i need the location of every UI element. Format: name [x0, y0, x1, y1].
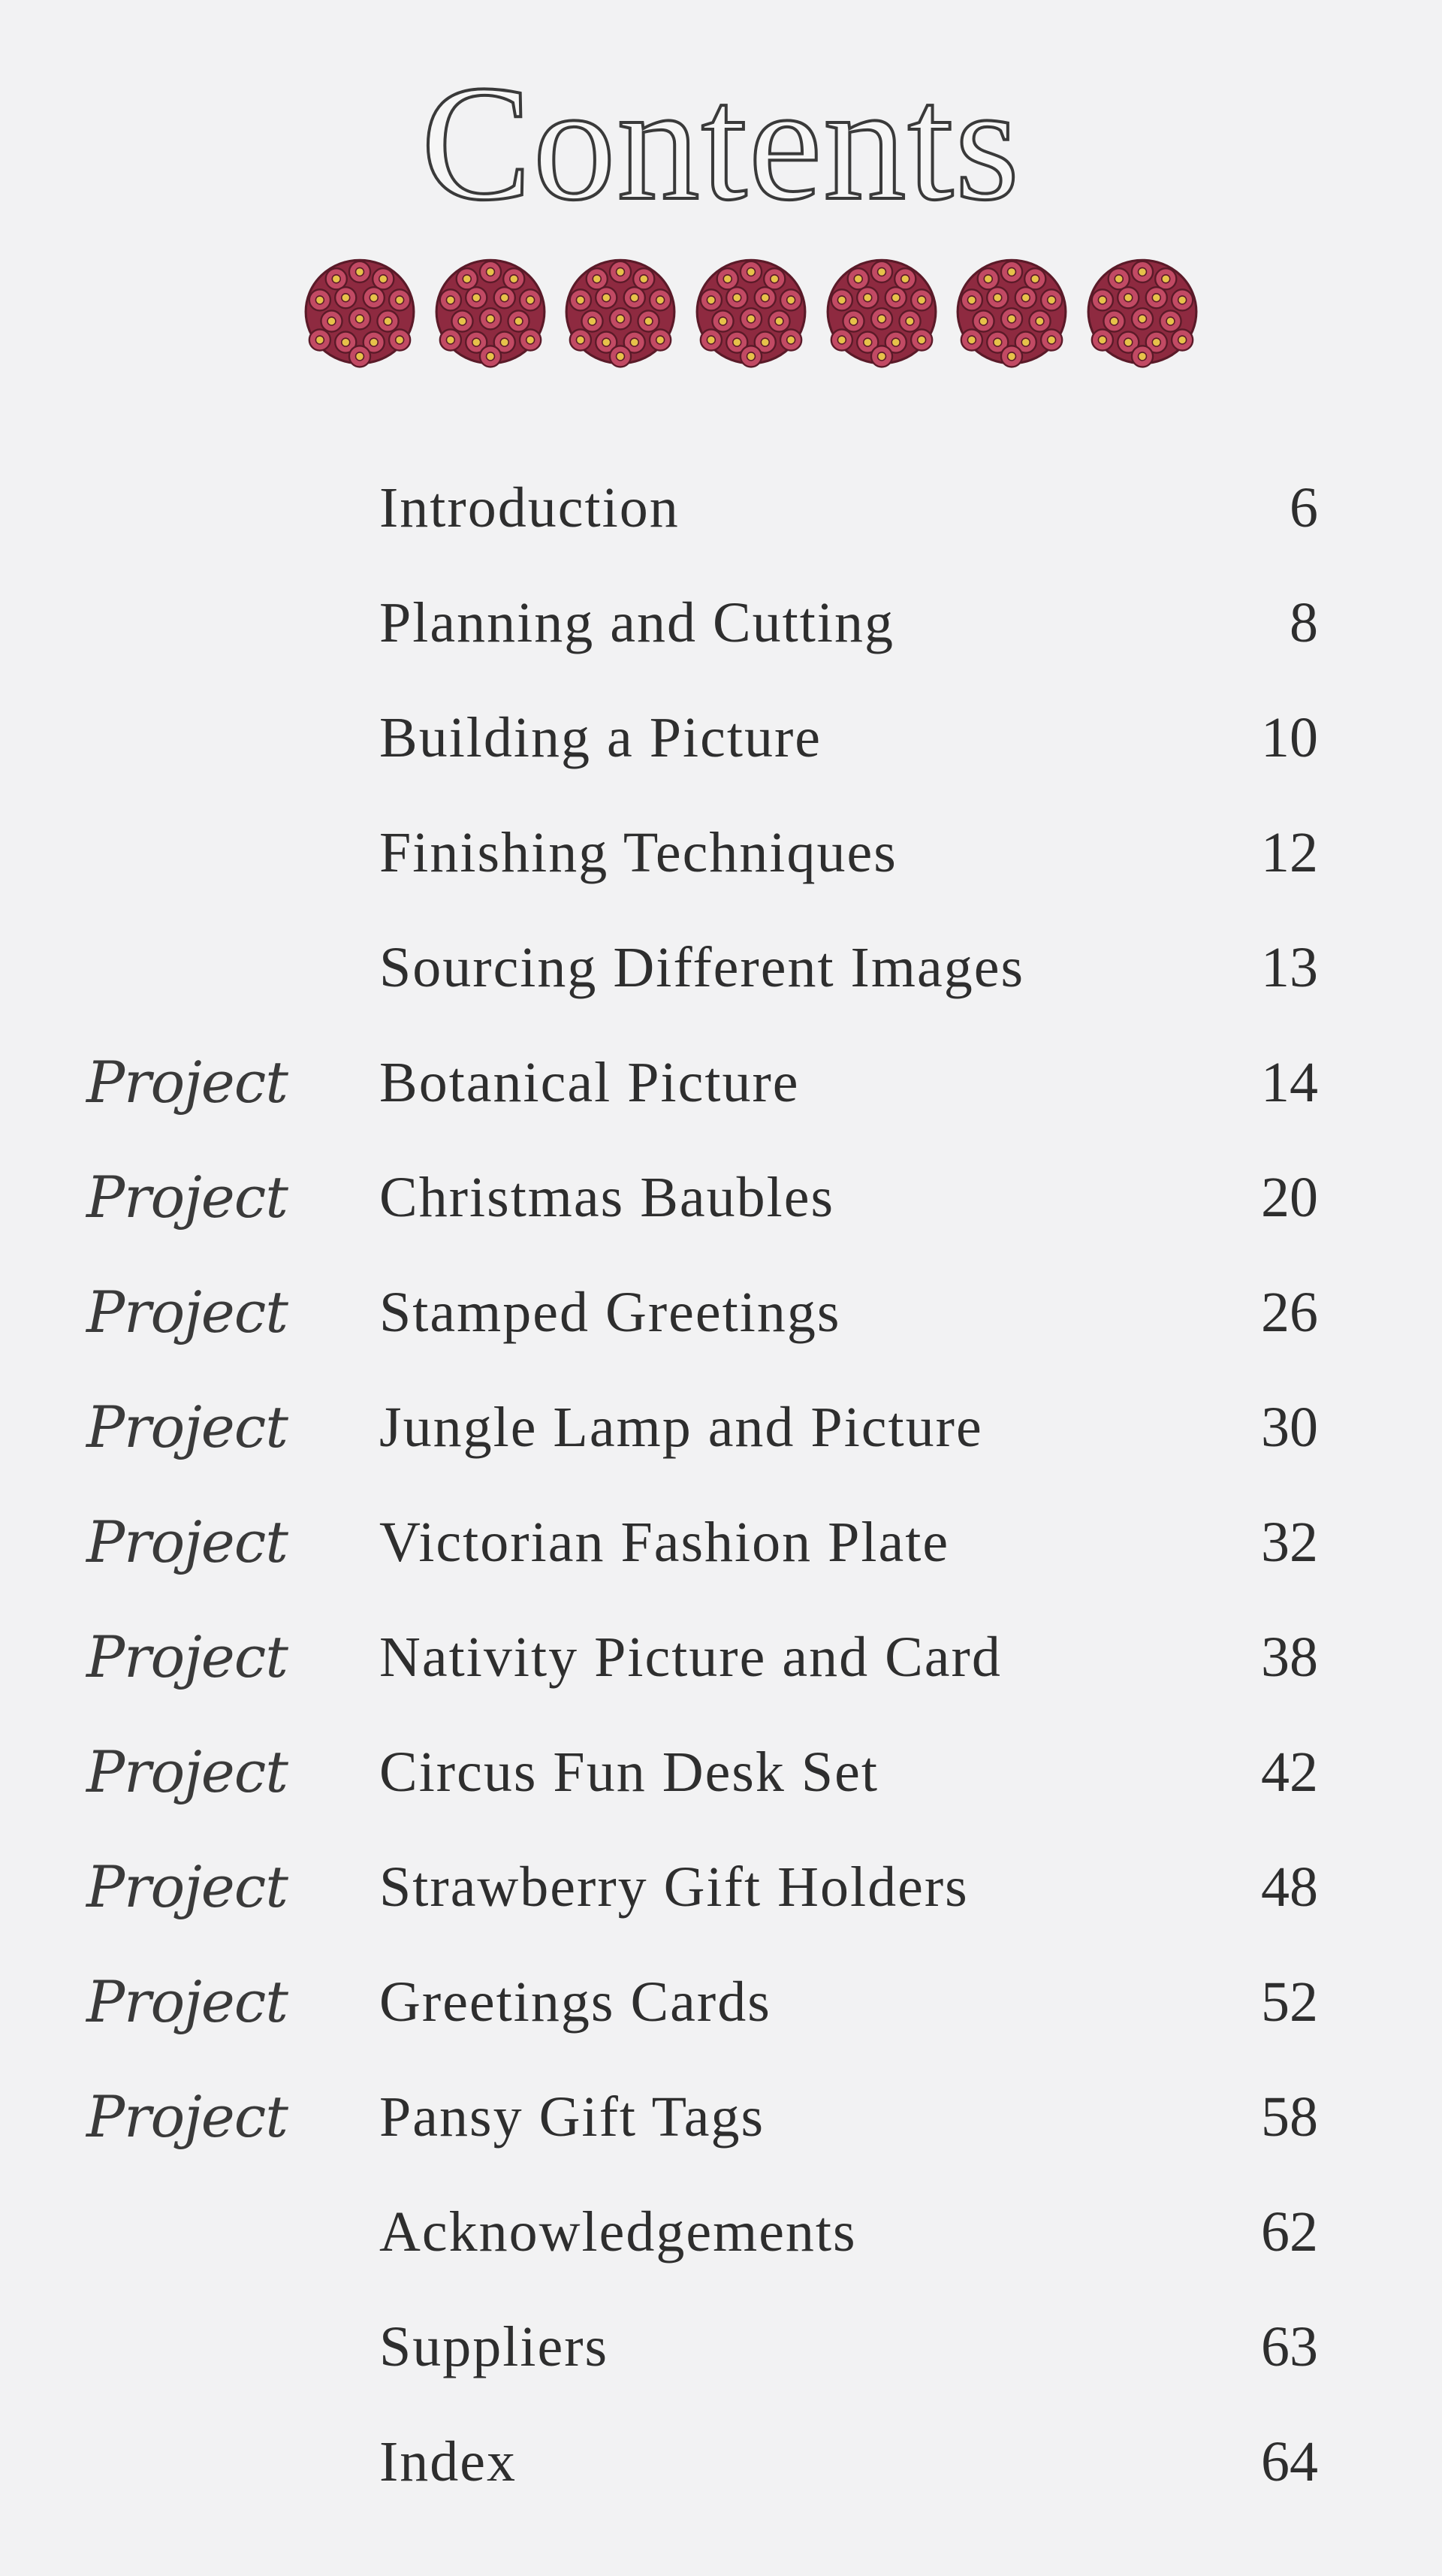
toc-entry[interactable] — [0, 1715, 1442, 1830]
toc-entry[interactable] — [0, 1485, 1442, 1600]
toc-entry-page-number: 52 — [1261, 1971, 1318, 2034]
toc-entry[interactable] — [0, 1600, 1442, 1715]
toc-entry-title: Introduction — [379, 476, 680, 539]
toc-entry[interactable] — [0, 1945, 1442, 2060]
toc-entry-title: Index — [379, 2430, 517, 2493]
project-label: Project — [86, 1968, 288, 2035]
toc-entry-title: Finishing Techniques — [379, 821, 897, 884]
toc-entry-page-number: 12 — [1261, 821, 1318, 884]
toc-entry-page-number: 14 — [1261, 1051, 1318, 1114]
toc-entry-title: Sourcing Different Images — [379, 936, 1025, 999]
pink-flower-icon — [952, 255, 1071, 368]
project-label: Project — [86, 1394, 288, 1460]
toc-entry-page-number: 30 — [1261, 1396, 1318, 1459]
toc-entry-page-number: 62 — [1261, 2200, 1318, 2263]
toc-entry[interactable] — [0, 2175, 1442, 2290]
toc-entry-title: Christmas Baubles — [379, 1166, 835, 1229]
flower-ornament-row — [300, 255, 1202, 368]
pink-flower-icon — [1083, 255, 1202, 368]
toc-entry-page-number: 32 — [1261, 1511, 1318, 1574]
toc-entry-title: Circus Fun Desk Set — [379, 1741, 879, 1804]
toc-entry[interactable] — [0, 1255, 1442, 1370]
toc-entry-page-number: 58 — [1261, 2085, 1318, 2149]
project-label: Project — [86, 1738, 288, 1805]
toc-entry-page-number: 64 — [1261, 2430, 1318, 2493]
pink-flower-icon — [822, 255, 941, 368]
toc-entry-title: Strawberry Gift Holders — [379, 1856, 969, 1919]
toc-entry[interactable] — [0, 681, 1442, 796]
toc-entry[interactable] — [0, 2060, 1442, 2175]
toc-entry-title: Greetings Cards — [379, 1971, 771, 2034]
toc-entry[interactable] — [0, 1025, 1442, 1140]
toc-entry[interactable] — [0, 1140, 1442, 1255]
toc-entry-title: Victorian Fashion Plate — [379, 1511, 950, 1574]
toc-entry-page-number: 10 — [1261, 706, 1318, 769]
toc-entry-page-number: 26 — [1261, 1281, 1318, 1344]
toc-entry[interactable] — [0, 796, 1442, 911]
toc-entry-title: Planning and Cutting — [379, 591, 894, 654]
toc-entry-page-number: 38 — [1261, 1626, 1318, 1689]
toc-entry-title: Stamped Greetings — [379, 1281, 841, 1344]
project-label: Project — [86, 1623, 288, 1690]
toc-entry-page-number: 20 — [1261, 1166, 1318, 1229]
toc-entry[interactable] — [0, 2405, 1442, 2520]
toc-entry-title: Botanical Picture — [379, 1051, 800, 1114]
project-label: Project — [86, 1853, 288, 1920]
toc-entry-page-number: 8 — [1290, 591, 1318, 654]
pink-flower-icon — [692, 255, 810, 368]
toc-entry[interactable] — [0, 451, 1442, 566]
toc-entry-page-number: 13 — [1261, 936, 1318, 999]
toc-entry[interactable] — [0, 1370, 1442, 1485]
toc-entry[interactable] — [0, 911, 1442, 1025]
pink-flower-icon — [300, 255, 419, 368]
table-of-contents — [0, 451, 1442, 2520]
pink-flower-icon — [431, 255, 550, 368]
toc-entry[interactable] — [0, 2290, 1442, 2405]
project-label: Project — [86, 1164, 288, 1231]
toc-entry[interactable] — [0, 566, 1442, 681]
toc-entry[interactable] — [0, 1830, 1442, 1945]
pink-flower-icon — [561, 255, 680, 368]
toc-entry-page-number: 42 — [1261, 1741, 1318, 1804]
toc-entry-title: Nativity Picture and Card — [379, 1626, 1002, 1689]
toc-entry-title: Pansy Gift Tags — [379, 2085, 765, 2149]
toc-entry-page-number: 6 — [1290, 476, 1318, 539]
project-label: Project — [86, 1508, 288, 1575]
toc-entry-page-number: 63 — [1261, 2315, 1318, 2378]
toc-entry-page-number: 48 — [1261, 1856, 1318, 1919]
toc-entry-title: Jungle Lamp and Picture — [379, 1396, 983, 1459]
toc-entry-title: Acknowledgements — [379, 2200, 857, 2263]
toc-entry-title: Suppliers — [379, 2315, 609, 2378]
toc-entry-title: Building a Picture — [379, 706, 822, 769]
page-title: Contents — [421, 51, 1021, 234]
project-label: Project — [86, 1279, 288, 1345]
project-label: Project — [86, 2083, 288, 2150]
project-label: Project — [86, 1049, 288, 1116]
